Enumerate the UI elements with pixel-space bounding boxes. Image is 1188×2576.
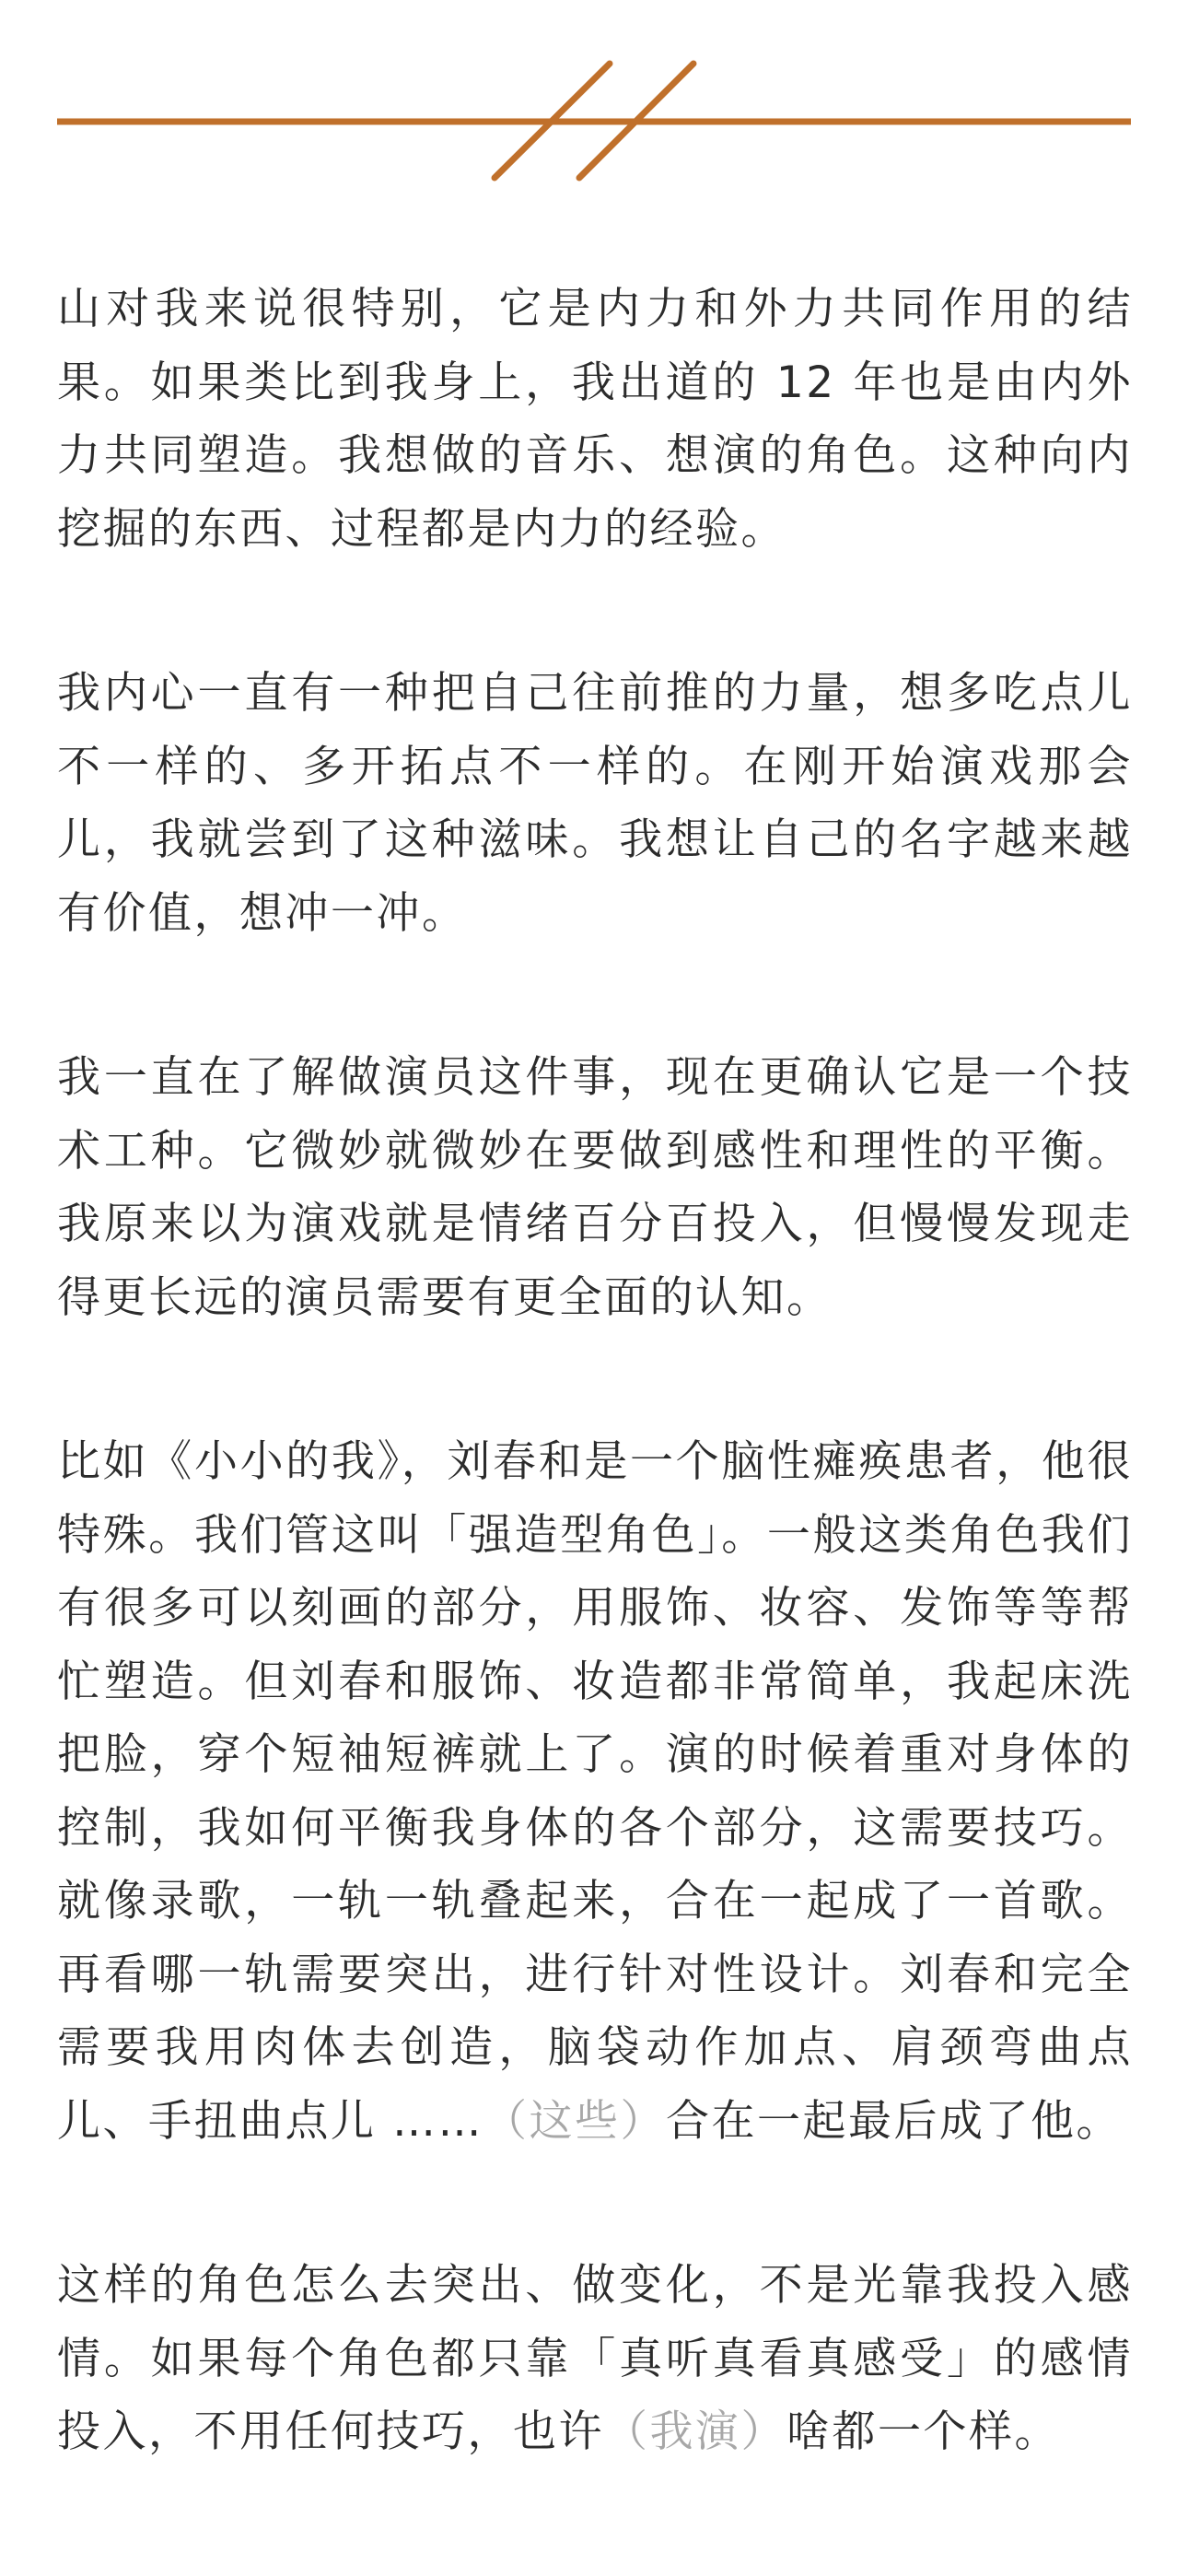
paragraph	[57, 657, 1133, 950]
paragraph	[57, 1041, 1133, 1334]
paragraph-text: 合在一起最后成了他。	[665, 2095, 1122, 2147]
article-body	[57, 273, 1133, 2469]
paragraph-text: 比如《小小的我》，刘春和是一个脑性瘫痪患者，他很特殊。我们管这叫「强造型角色」。一般这类角色我们有很多可以刻画的部分，用服饰、妆容、发饰等等帮忙塑造。但刘春和服饰、妆造都非常简单，我起床洗把脸，穿个短袖短裤就上了。演的时候着重对身体的控制，我如何平衡我身体的各个部分，这需要技巧。就像录歌，一轨一轨叠起来，合在一起成了一首歌。再看哪一轨需要突出，进行针对性设计。刘春和完全需要我用肉体去创造，脑袋动作加点、肩颈弯曲点儿、手扭曲点儿 ……	[57, 1436, 1133, 2147]
muted-aside-text: （我演）	[604, 2406, 786, 2457]
paragraph-text: 我内心一直有一种把自己往前推的力量，想多吃点儿不一样的、多开拓点不一样的。在刚开始演戏那会儿，我就尝到了这种滋味。我想让自己的名字越来越有价值，想冲一冲。	[57, 668, 1133, 939]
decorative-divider	[0, 0, 1188, 240]
muted-aside-text: （这些）	[483, 2095, 666, 2147]
paragraph-text: 这样的角色怎么去突出、做变化，不是光靠我投入感情。如果每个角色都只靠「真听真看真感受」的感情投入，不用任何技巧，也许	[57, 2260, 1133, 2457]
paragraph	[57, 1425, 1133, 2158]
paragraph-text: 山对我来说很特别，它是内力和外力共同作用的结果。如果类比到我身上，我出道的 12 年也是由内外力共同塑造。我想做的音乐、想演的角色。这种向内挖掘的东西、过程都是内力的经验。	[57, 284, 1133, 555]
paragraph-text: 啥都一个样。	[786, 2406, 1060, 2457]
paragraph	[57, 273, 1133, 566]
paragraph	[57, 2249, 1133, 2469]
paragraph-text: 我一直在了解做演员这件事，现在更确认它是一个技术工种。它微妙就微妙在要做到感性和理性的平衡。我原来以为演戏就是情绪百分百投入，但慢慢发现走得更长远的演员需要有更全面的认知。	[57, 1052, 1133, 1323]
